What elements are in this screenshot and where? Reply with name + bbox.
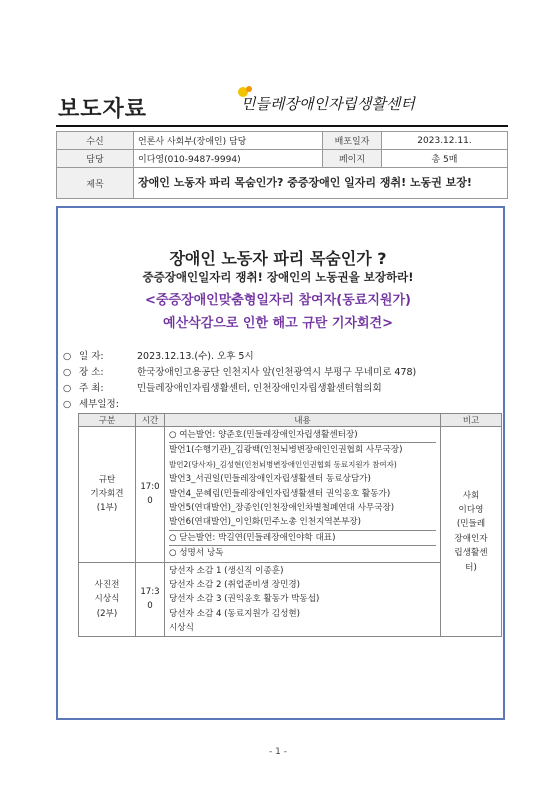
schedule-header-time: 시간 — [136, 414, 165, 427]
contact-label: 담당 — [57, 150, 134, 168]
content-cell — [165, 562, 441, 637]
section-cell: 사진전 시상식 (2부) — [79, 562, 136, 637]
award-item: 당선자 소감 2 (취업준비생 장민경) — [169, 579, 301, 590]
award-item: 당선자 소감 1 (생신직 이종훈) — [169, 565, 284, 576]
notice-headline-2: 예산삭감으로 인한 해고 규탄 기자회견> — [163, 316, 393, 331]
detail-value: 2023.12.13.(수). 오후 5시 — [137, 351, 254, 362]
receiver-value: 언론사 사회부(장애인) 담당 — [134, 132, 323, 150]
speech-item: 발언4_문혜림(민들레장애인자립생활센터 권익옹호 활동가) — [169, 488, 391, 499]
notice-subtitle: 중증장애인일자리 쟁취! 장애인의 노동권을 보장하라! — [142, 270, 414, 284]
detail-key: 세부일정: — [79, 399, 119, 410]
press-release-title: 보도자료 — [58, 97, 148, 122]
time-cell: 17:3 0 — [136, 562, 165, 637]
schedule-header-note: 비고 — [441, 414, 502, 427]
section-cell: 규탄 기자회견 (1부) — [79, 427, 136, 563]
logo-text: 민들레장애인자립생활센터 — [241, 95, 415, 113]
detail-key: 일 자: — [79, 351, 104, 362]
award-item: 당선자 소감 4 (동료지원가 김성현) — [169, 608, 301, 619]
date-value: 2023.12.11. — [382, 132, 508, 150]
circle-bullet-icon: ○ — [63, 399, 72, 410]
speech-item: 발언1(수행기관)_김광백(인천뇌병변장애인인권협회 사무국장) — [169, 442, 436, 457]
date-label: 배포일자 — [323, 132, 382, 150]
speech-item: 발언5(연대발언)_장종인(인천장애인차별철폐연대 사무국장) — [169, 502, 395, 513]
closing-speech: ○ 닫는발언: 박길연(민들레장애인야학 대표) — [169, 530, 436, 545]
time-cell: 17:0 0 — [136, 427, 165, 563]
detail-key: 주 최: — [79, 383, 104, 394]
header-divider — [56, 125, 508, 127]
page-number: - 1 - — [269, 747, 287, 757]
circle-bullet-icon: ○ — [63, 351, 72, 362]
table-row — [79, 427, 502, 563]
circle-bullet-icon: ○ — [63, 367, 72, 378]
statement-reading: ○ 성명서 낭독 — [169, 545, 436, 560]
schedule-header-section: 구분 — [79, 414, 136, 427]
table-row — [79, 562, 502, 637]
speech-item: 발언3_서권일(민들레장애인자립생활센터 동료상담가) — [169, 474, 371, 485]
detail-place — [63, 364, 416, 378]
detail-schedule — [63, 396, 137, 410]
speech-item: 발언6(연대발언)_이인화(민주노총 인천지역본부장) — [169, 517, 361, 528]
notice-headline-1: <중증장애인맞춤형일자리 참여자(동료지원가) — [145, 293, 411, 308]
circle-bullet-icon: ○ — [63, 383, 72, 394]
subject-label: 제목 — [57, 168, 134, 199]
detail-date — [63, 348, 254, 362]
organization-logo — [233, 84, 473, 118]
receiver-label: 수신 — [57, 132, 134, 150]
detail-key: 장 소: — [79, 367, 104, 378]
page-count-label: 페이지 — [323, 150, 382, 168]
detail-value: 민들레장애인자립생활센터, 인천장애인자립생활센터협의회 — [137, 383, 382, 394]
schedule-header-content: 내용 — [165, 414, 441, 427]
detail-value: 한국장애인고용공단 인천지사 앞(인천광역시 부평구 무네미로 478) — [137, 367, 417, 378]
detail-host — [63, 380, 382, 394]
notice-title: 장애인 노동자 파리 목숨인가 ? — [169, 249, 387, 268]
note-cell: 사회 이다영 (민들레 장애인자 립생활센 터) — [441, 427, 502, 637]
speech-item: 발언2(당사자)_김성현(인천뇌병변장애인인권협회 동료지원가 참여자) — [169, 459, 397, 469]
award-item: 시상식 — [169, 623, 194, 634]
page-count-value: 총 5매 — [382, 150, 508, 168]
subject-value: 장애인 노동자 파리 목숨인가? 중증장애인 일자리 쟁취! 노동권 보장! — [134, 168, 508, 199]
opening-speech: ○ 여는발언: 양준호(민들레장애인자립생활센터장) — [169, 430, 358, 440]
press-info-table — [56, 131, 508, 199]
contact-value: 이다영(010-9487-9994) — [134, 150, 323, 168]
content-cell — [165, 427, 441, 563]
schedule-table — [78, 413, 502, 637]
award-item: 당선자 소감 3 (권익옹호 활동가 박동섭) — [169, 594, 320, 605]
